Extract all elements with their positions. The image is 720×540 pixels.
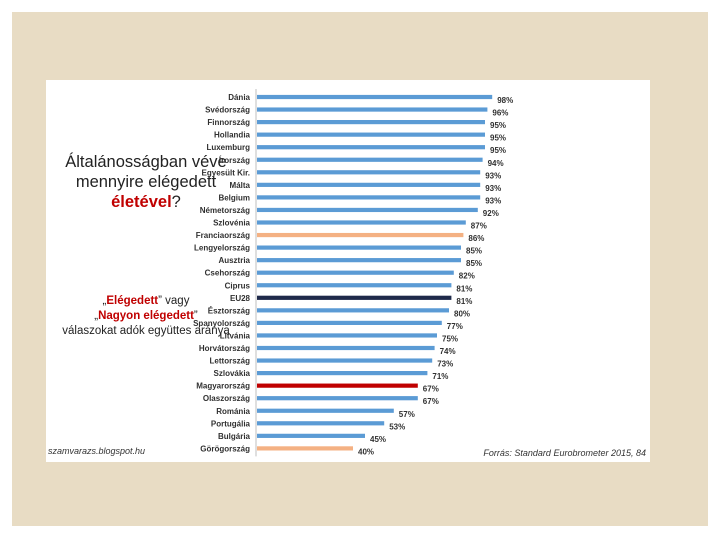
value-label-szlovenia: 87% (470, 221, 487, 231)
value-label-magyarorszag: 67% (422, 384, 439, 394)
title-suffix: ? (171, 193, 181, 211)
category-label-horvatorszag: Horvátország (198, 344, 250, 353)
bar-olaszorszag (257, 396, 418, 400)
note-quote-open-1: „ (102, 295, 107, 307)
bar-franciaorszag (257, 233, 463, 237)
bar-ciprus (257, 283, 451, 287)
value-label-lengyelorszag: 85% (466, 246, 483, 256)
category-label-malta: Málta (229, 180, 250, 190)
value-label-szlovakia: 71% (432, 372, 449, 382)
value-label-gorogorszag: 40% (358, 447, 375, 457)
bar-szlovakia (257, 371, 427, 375)
category-label-lengyelorszag: Lengyelország (193, 243, 250, 253)
watermark: szamvarazs.blogspot.hu (48, 446, 146, 456)
bar-chart (46, 80, 650, 462)
value-label-egyesult-kir: 93% (485, 171, 502, 181)
note-suffix-2: ” (193, 310, 198, 322)
category-label-gorogorszag: Görögország (200, 444, 250, 454)
value-label-romania: 57% (398, 409, 415, 419)
value-label-irorszag: 94% (487, 158, 504, 168)
source-note: Forrás: Standard Eurobrometer 2015, 84 (483, 448, 646, 458)
value-label-olaszorszag: 67% (422, 397, 439, 407)
category-label-romania: Románia (216, 406, 250, 416)
bar-finnorszag (257, 120, 485, 124)
category-label-magyarorszag: Magyarország (196, 381, 250, 391)
chart-card (46, 80, 650, 462)
value-label-portugalia: 53% (389, 422, 406, 432)
bar-malta (257, 183, 480, 187)
category-label-eu28: EU28 (229, 293, 250, 303)
category-label-bulgaria: Bulgária (217, 431, 250, 441)
category-label-belgium: Belgium (218, 193, 250, 203)
bar-szlovenia (257, 220, 466, 224)
value-label-litvania: 75% (442, 334, 459, 344)
note-suffix-1: ” vagy (158, 295, 190, 307)
bar-bulgaria (257, 434, 365, 438)
bar-spanyolorszag (257, 321, 442, 325)
bar-ausztria (257, 258, 461, 262)
bar-eu28 (257, 296, 451, 300)
category-label-szlovakia: Szlovákia (213, 369, 250, 379)
category-label-csehorszag: Csehország (204, 268, 250, 278)
bar-gorogorszag (257, 446, 353, 450)
value-label-luxemburg: 95% (490, 146, 507, 156)
note-quote-open-2: „ (94, 310, 99, 322)
category-label-spanyolorszag: Spanyolország (193, 318, 250, 328)
bar-dania (257, 95, 492, 99)
bar-belgium (257, 195, 480, 199)
category-label-luxemburg: Luxemburg (206, 143, 250, 153)
category-label-esztorszag: Észtország (207, 306, 250, 316)
value-label-lettorszag: 73% (437, 359, 454, 369)
value-label-hollandia: 95% (490, 133, 507, 143)
value-label-csehorszag: 82% (458, 271, 475, 281)
category-label-finnorszag: Finnország (207, 118, 250, 128)
value-label-ausztria: 85% (466, 259, 483, 269)
value-label-malta: 93% (485, 183, 502, 193)
value-label-nemetorszag: 92% (482, 208, 499, 218)
value-label-franciaorszag: 86% (468, 234, 485, 244)
category-label-olaszorszag: Olaszország (202, 394, 250, 404)
category-label-szlovenia: Szlovénia (213, 218, 250, 228)
category-label-hollandia: Hollandia (213, 130, 250, 140)
bar-lengyelorszag (257, 246, 461, 250)
category-label-litvania: Litvánia (219, 331, 250, 341)
title-highlight: életével (111, 193, 172, 211)
bar-luxemburg (257, 145, 485, 149)
value-label-horvatorszag: 74% (439, 347, 456, 356)
bar-litvania (257, 333, 437, 337)
title-line-1: Általánosságban véve (65, 153, 227, 171)
bar-horvatorszag (257, 346, 435, 350)
bar-portugalia (257, 421, 384, 425)
bar-svedorszag (257, 107, 487, 111)
value-label-esztorszag: 80% (454, 309, 471, 319)
note-highlight-1: Elégedett (106, 295, 159, 307)
category-label-portugalia: Portugália (210, 419, 250, 429)
value-label-eu28: 81% (456, 296, 473, 306)
category-label-dania: Dánia (228, 93, 250, 102)
bar-magyarorszag (257, 384, 418, 388)
note-highlight-2: Nagyon elégedett (98, 310, 194, 322)
category-label-franciaorszag: Franciaország (195, 231, 250, 241)
value-label-finnorszag: 95% (490, 121, 507, 131)
category-label-svedorszag: Svédország (205, 105, 250, 115)
note-line-3: válaszokat adók együttes aránya (62, 325, 230, 337)
bar-esztorszag (257, 308, 449, 312)
value-label-spanyolorszag: 77% (446, 321, 463, 331)
category-label-ausztria: Ausztria (218, 256, 250, 266)
title-line-2: mennyire elégedett (75, 173, 217, 191)
value-label-dania: 98% (497, 96, 514, 105)
bar-csehorszag (257, 271, 454, 275)
bar-irorszag (257, 158, 483, 162)
value-label-svedorszag: 96% (492, 108, 509, 118)
value-label-belgium: 93% (485, 196, 502, 206)
category-label-irorszag: Írország (218, 155, 250, 165)
value-label-ciprus: 81% (456, 284, 473, 294)
category-label-ciprus: Ciprus (224, 281, 250, 291)
bar-hollandia (257, 133, 485, 137)
bar-romania (257, 409, 394, 413)
category-label-egyesult-kir: Egyesült Kir. (201, 168, 250, 178)
category-label-lettorszag: Lettország (209, 356, 250, 366)
value-label-bulgaria: 45% (370, 434, 387, 444)
bar-egyesult-kir (257, 170, 480, 174)
bar-lettorszag (257, 358, 432, 362)
category-label-nemetorszag: Németország (199, 205, 250, 215)
bar-nemetorszag (257, 208, 478, 212)
